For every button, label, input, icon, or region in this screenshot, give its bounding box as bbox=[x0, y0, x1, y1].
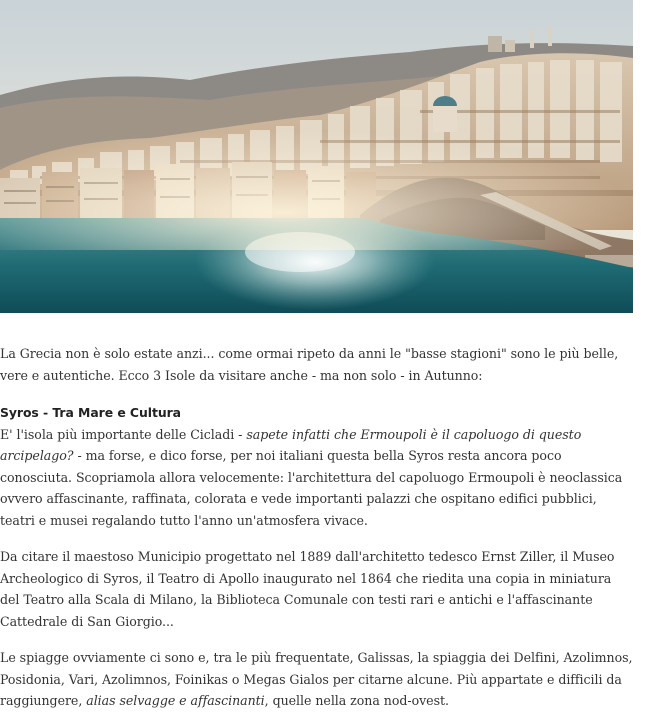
p3-start: Le spiagge ovviamente ci sono e, tra le più frequentate, Galissas, la spiaggia dei Delfini, Azolimnos, Posidonia, Vari, Azolimnos, Foinikas o Megas Gialos per citarne alcune. Più appartate e difficili da raggiungere, bbox=[0, 650, 633, 708]
p1-end: - ma forse, e dico forse, per noi italiani questa bella Syros resta ancora poco conosciuta. Scopriamola allora velocemente: l'architettura del capoluogo Ermoupoli è neoclassica ovvero affascinante, raffinata, colorata e vede importanti palazzi che ospitano edifici pubblici, teatri e musei regalando tutto l'anno un'atmosfera vivace. bbox=[0, 448, 623, 528]
p3-italic: alias selvagge e affascinanti bbox=[86, 693, 265, 708]
intro-paragraph: La Grecia non è solo estate anzi... come ormai ripeto da anni le "basse stagioni" sono le più belle, vere e autentiche. Ecco 3 Isole da visitare anche - ma non solo - in Autunno: bbox=[0, 346, 619, 383]
section-heading: Syros - Tra Mare e Cultura bbox=[0, 405, 181, 420]
section-paragraph-3 bbox=[0, 647, 634, 712]
section-paragraph-1 bbox=[0, 402, 634, 531]
p3-end: , quelle nella zona nod-ovest. bbox=[264, 693, 449, 708]
p1-start: E' l'isola più importante delle Cicladi - bbox=[0, 426, 247, 442]
hero-image bbox=[0, 0, 633, 313]
article-body bbox=[0, 343, 634, 727]
p1-italic: sapete infatti che Ermoupoli è il capoluogo di questo arcipelago? bbox=[0, 426, 582, 463]
section-paragraph-2: Da citare il maestoso Municipio progettato nel 1889 dall'architetto tedesco Ernst Ziller, il Museo Archeologico di Syros, il Teatro di Apollo inaugurato nel 1864 che riedita una copia in miniatura del Teatro alla Scala di Milano, la Biblioteca Comunale con testi rari e antichi e l'affascinante Cattedrale di San Giorgio... bbox=[0, 549, 615, 629]
